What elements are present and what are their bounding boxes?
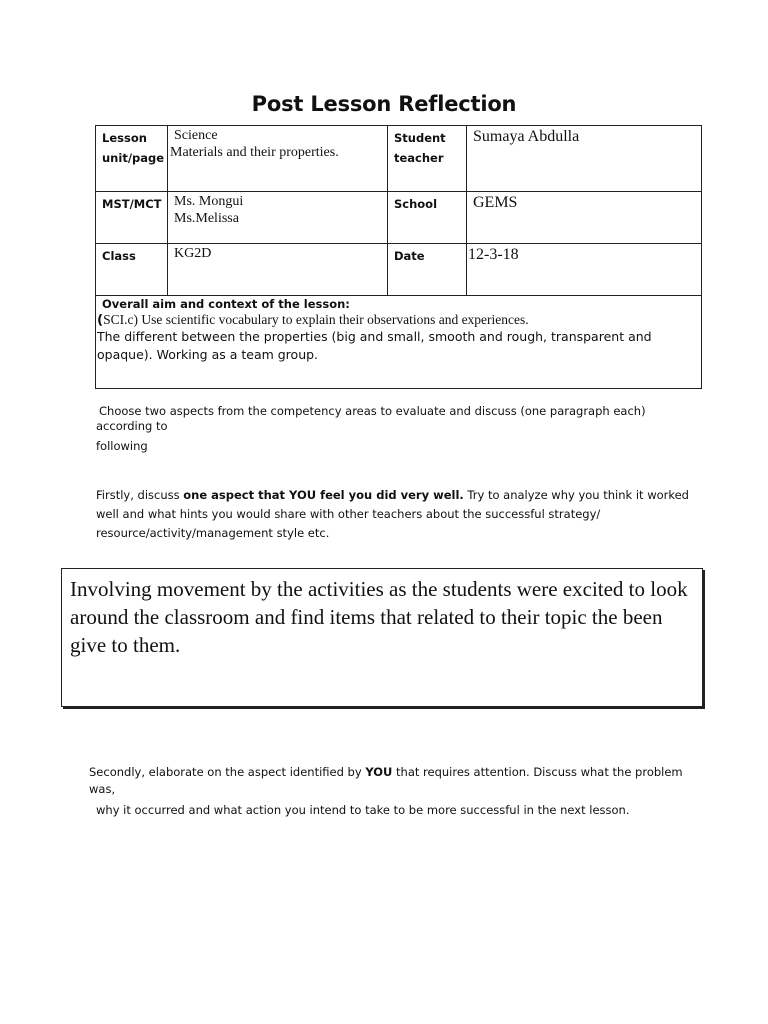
aim-description: The different between the properties (big and small, smooth and rough, transparent and opaque). Working as a team group.: [97, 329, 652, 362]
date-label-cell: [388, 244, 467, 296]
lesson-info-table: [95, 125, 702, 389]
second-aspect-intro: Secondly, elaborate on the aspect identified by: [89, 765, 366, 779]
mst-name-1: Ms. Mongui: [174, 194, 244, 209]
mst-label-cell: [96, 192, 168, 244]
mst-row: [96, 192, 702, 244]
second-aspect-you: YOU: [365, 765, 393, 779]
class-value-cell: [168, 244, 388, 296]
aim-open-paren: (: [97, 312, 104, 328]
first-aspect-answer[interactable]: Involving movement by the activities as the students were excited to look around the classroom and find items that related to their topic the been give to them.: [61, 568, 703, 707]
mst-value-cell: [168, 192, 388, 244]
school-name: GEMS: [473, 194, 518, 211]
aim-objective: [96, 312, 701, 328]
date-value-cell: [467, 244, 702, 296]
class-row: [96, 244, 702, 296]
lesson-label-cell: [96, 126, 168, 192]
lesson-unit: Materials and their properties.: [170, 145, 339, 160]
second-aspect-rest: that requires attention. Discuss what the problem: [392, 765, 683, 779]
first-aspect-line-2: well and what hints you would share with other teachers about the successful strategy/: [96, 507, 601, 521]
aim-objective-text: SCI.c) Use scientific vocabulary to explain their observations and experiences.: [103, 312, 529, 327]
student-label: Student: [394, 131, 446, 145]
choose-aspects-line-2: according to: [96, 419, 168, 433]
second-aspect-line-1: [89, 763, 709, 782]
aim-row: [96, 296, 702, 389]
lesson-row: [96, 126, 702, 192]
student-value-cell: [467, 126, 702, 192]
student-teacher-name: Sumaya Abdulla: [473, 128, 580, 145]
lesson-label: Lesson: [102, 131, 147, 145]
aim-cell: [96, 296, 702, 389]
lesson-value-cell: [168, 126, 388, 192]
school-label: School: [394, 197, 438, 211]
choose-aspects-line-3: following: [96, 439, 148, 453]
student-label-cell: [388, 126, 467, 192]
first-aspect-line-1: [96, 486, 696, 505]
first-aspect-line-3: resource/activity/management style etc.: [96, 526, 330, 540]
mst-label: MST/MCT: [102, 197, 162, 211]
school-value-cell: [467, 192, 702, 244]
second-aspect-line-3: why it occurred and what action you intend to take to be more successful in the next lesson.: [96, 803, 630, 817]
first-aspect-intro: Firstly, discuss: [96, 488, 184, 502]
date-label: Date: [394, 249, 425, 263]
first-aspect-rest: Try to analyze why you think it worked: [463, 488, 689, 502]
class-label: Class: [102, 249, 136, 263]
page-title: Post Lesson Reflection: [251, 92, 517, 116]
aim-heading: Overall aim and context of the lesson:: [102, 297, 350, 311]
lesson-date: 12-3-18: [468, 246, 519, 263]
school-label-cell: [388, 192, 467, 244]
lesson-subject: Science: [174, 128, 218, 143]
first-aspect-emphasis: one aspect that YOU feel you did very well.: [183, 488, 464, 502]
class-name: KG2D: [174, 246, 212, 261]
unit-page-label: unit/page: [102, 151, 165, 165]
second-aspect-line-2: was,: [89, 782, 116, 796]
choose-aspects-line-1: Choose two aspects from the competency areas to evaluate and discuss (one paragraph each): [99, 404, 646, 418]
class-label-cell: [96, 244, 168, 296]
mst-name-2: Ms.Melissa: [174, 211, 239, 226]
teacher-label: teacher: [394, 151, 444, 165]
